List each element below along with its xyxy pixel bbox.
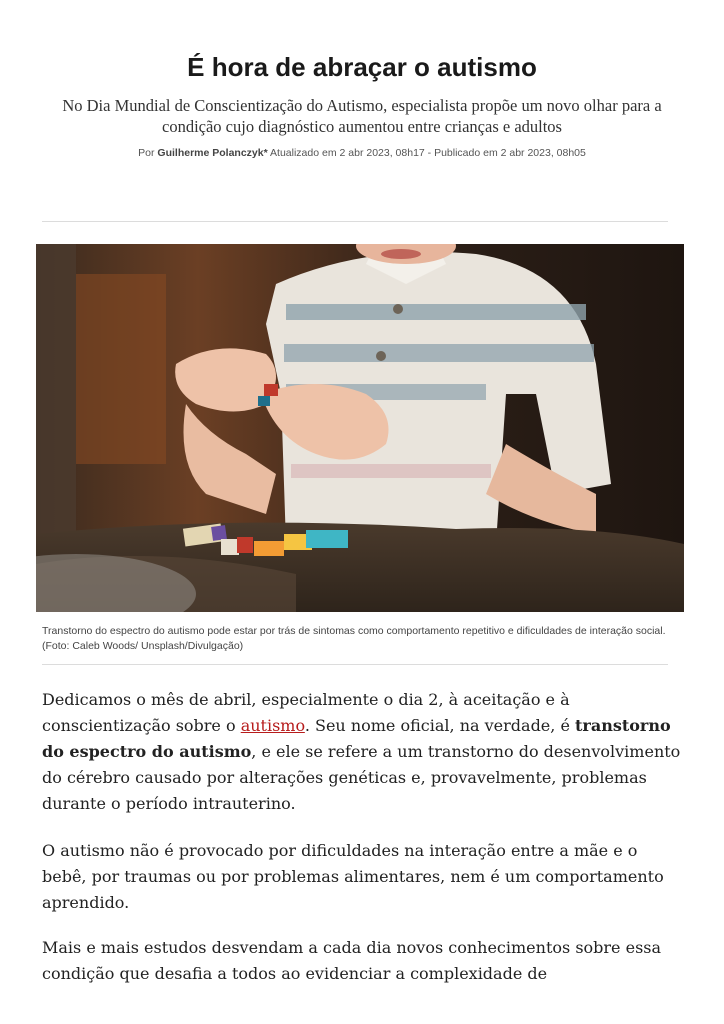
article-subtitle: No Dia Mundial de Conscientização do Autismo, especialista propõe um novo olhar para a condição cujo diagnóstico aumentou entre crianças e adultos [62,96,662,136]
paragraph-2: O autismo não é provocado por dificuldades na interação entre a mãe e o bebê, por traumas ou por problemas alimentares, nem é um comportamento aprendido. [42,841,664,912]
paragraph-3: Mais e mais estudos desvendam a cada dia novos conhecimentos sobre essa condição que desafia a todos ao evidenciar a complexidade de [42,938,662,983]
divider-bottom [42,664,668,665]
paragraph-1-bold: transtorno do espectro do autismo [42,716,671,761]
author-link[interactable]: Guilherme Polanczyk* [157,147,268,159]
autismo-link[interactable]: autismo [240,716,305,735]
paragraph-1-text-c: , e ele se refere a um transtorno do desenvolvimento do cérebro causado por alterações genéticas e, provavelmente, problemas durante o período intrauterino. [42,742,681,813]
paragraph-1 [42,687,682,817]
paragraph-1-text-a: Dedicamos o mês de abril, especialmente o dia 2, à aceitação e à conscientização sobre o [42,690,570,735]
byline-prefix: Por [138,147,155,159]
article-title: É hora de abraçar o autismo [187,52,537,82]
paragraph-1-text-b: . Seu nome oficial, na verdade, é [304,716,575,735]
byline [0,147,724,159]
divider-top [42,221,668,222]
article-photo [36,244,684,612]
image-caption: Transtorno do espectro do autismo pode estar por trás de sintomas como comportamento repetitivo e dificuldades de interação social. (Foto: Caleb Woods/ Unsplash/Divulgação) [42,625,666,652]
byline-dates: Atualizado em 2 abr 2023, 08h17 - Publicado em 2 abr 2023, 08h05 [270,147,586,159]
